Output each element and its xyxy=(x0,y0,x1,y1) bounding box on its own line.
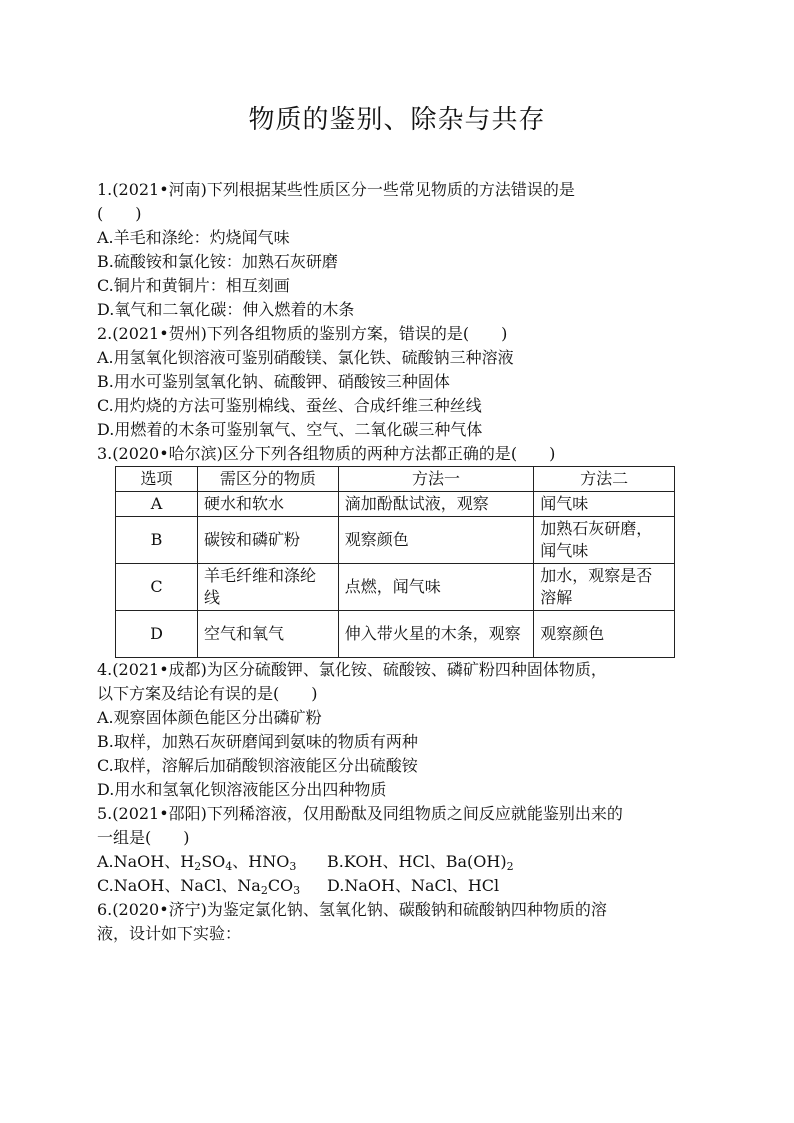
table-cell: 羊毛纤维和涤纶线 xyxy=(198,564,339,611)
question-4-option-d: D.用水和氢氧化钡溶液能区分出四种物质 xyxy=(97,780,387,799)
table-cell: D xyxy=(116,611,198,658)
table-header-cell: 方法二 xyxy=(534,467,675,492)
question-4-option-c: C.取样，溶解后加硝酸钡溶液能区分出硫酸铵 xyxy=(97,756,418,775)
question-2 xyxy=(97,322,707,442)
table-cell: 加熟石灰研磨，闻气味 xyxy=(534,517,675,564)
table-cell: A xyxy=(116,492,198,517)
question-1-option-a: A.羊毛和涤纶：灼烧闻气味 xyxy=(97,228,290,247)
question-list xyxy=(97,178,707,946)
question-5 xyxy=(97,802,707,898)
question-6 xyxy=(97,898,707,946)
question-1-option-c: C.铜片和黄铜片：相互刻画 xyxy=(97,276,290,295)
question-5-option-c: C.NaOH、NaCl、$Na_2CO_3$ xyxy=(97,876,301,897)
table-cell: 碳铵和磷矿粉 xyxy=(198,517,339,564)
question-1-stem: 1.(2021•河南)下列根据某些性质区分一些常见物质的方法错误的是 xyxy=(97,180,575,199)
table-cell: 闻气味 xyxy=(534,492,675,517)
table-header-cell: 需区分的物质 xyxy=(198,467,339,492)
table-cell: B xyxy=(116,517,198,564)
question-4-stem: 4.(2021•成都)为区分硫酸钾、氯化铵、硫酸铵、磷矿粉四种固体物质， xyxy=(97,660,607,679)
table-header-cell: 选项 xyxy=(116,467,198,492)
question-2-stem: 2.(2021•贺州)下列各组物质的鉴别方案，错误的是( ) xyxy=(97,324,508,343)
question-1-option-d: D.氧气和二氧化碳：伸入燃着的木条 xyxy=(97,300,355,319)
question-1-answer-blank: ( ) xyxy=(97,204,142,223)
question-5-options-row-1 xyxy=(97,850,707,874)
table-cell: 伸入带火星的木条，观察 xyxy=(338,611,533,658)
question-4-option-b: B.取样，加熟石灰研磨闻到氨味的物质有两种 xyxy=(97,732,418,751)
question-3-stem: 3.(2020•哈尔滨)区分下列各组物质的两种方法都正确的是( ) xyxy=(97,444,556,463)
question-2-option-d: D.用燃着的木条可鉴别氧气、空气、二氧化碳三种气体 xyxy=(97,420,483,439)
table-row xyxy=(116,611,675,658)
question-5-option-a: A.NaOH、$H_2SO_4$、$HNO_3$ xyxy=(97,852,297,873)
question-5-stem-continued: 一组是( ) xyxy=(97,828,190,847)
question-5-stem: 5.(2021•邵阳)下列稀溶液，仅用酚酞及同组物质之间反应就能鉴别出来的 xyxy=(97,804,623,823)
question-4 xyxy=(97,658,707,802)
table-row xyxy=(116,564,675,611)
question-3-table xyxy=(115,466,675,658)
table-header-row xyxy=(116,467,675,492)
table-header-cell: 方法一 xyxy=(338,467,533,492)
table-cell: 观察颜色 xyxy=(534,611,675,658)
question-6-stem: 6.(2020•济宁)为鉴定氯化钠、氢氧化钠、碳酸钠和硫酸钠四种物质的溶 xyxy=(97,900,607,919)
table-cell: 加水，观察是否溶解 xyxy=(534,564,675,611)
page-title: 物质的鉴别、除杂与共存 xyxy=(248,105,546,135)
question-5-options-row-2 xyxy=(97,874,707,898)
table-cell: 空气和氧气 xyxy=(198,611,339,658)
question-5-option-b: B.KOH、HCl、$Ba(OH)_2$ xyxy=(327,852,514,873)
table-row xyxy=(116,492,675,517)
question-5-option-d: D.NaOH、NaCl、HCl xyxy=(327,876,500,895)
table-cell: 点燃，闻气味 xyxy=(338,564,533,611)
question-4-option-a: A.观察固体颜色能区分出磷矿粉 xyxy=(97,708,322,727)
table-cell: 硬水和软水 xyxy=(198,492,339,517)
table-cell: C xyxy=(116,564,198,611)
question-2-option-b: B.用水可鉴别氢氧化钠、硫酸钾、硝酸铵三种固体 xyxy=(97,372,450,391)
question-2-option-c: C.用灼烧的方法可鉴别棉线、蚕丝、合成纤维三种丝线 xyxy=(97,396,482,415)
question-4-stem-continued: 以下方案及结论有误的是( ) xyxy=(97,684,318,703)
question-3 xyxy=(97,442,707,658)
question-1-option-b: B.硫酸铵和氯化铵：加熟石灰研磨 xyxy=(97,252,338,271)
table-row xyxy=(116,517,675,564)
question-2-option-a: A.用氢氧化钡溶液可鉴别硝酸镁、氯化铁、硫酸钠三种溶液 xyxy=(97,348,514,367)
question-6-stem-continued: 液，设计如下实验： xyxy=(97,924,242,943)
table-cell: 滴加酚酞试液，观察 xyxy=(338,492,533,517)
question-1 xyxy=(97,178,707,322)
table-cell: 观察颜色 xyxy=(338,517,533,564)
